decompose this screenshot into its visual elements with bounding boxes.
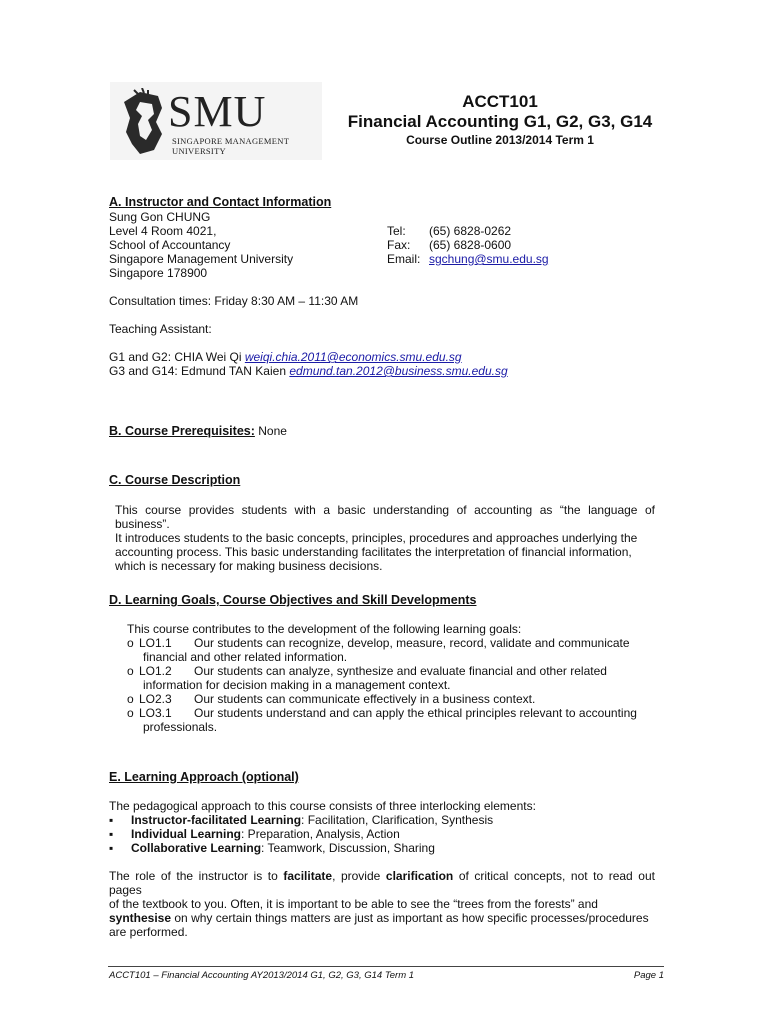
list-item: ▪ Individual Learning: Preparation, Analysis, Action [109,827,400,841]
course-title: Financial Accounting G1, G2, G3, G14 [347,112,653,131]
section-b-heading: B. Course Prerequisites: [109,424,255,438]
course-outline-term: Course Outline 2013/2014 Term 1 [406,133,594,147]
section-e-heading: E. Learning Approach (optional) [109,770,299,784]
ta2-email-link[interactable]: edmund.tan.2012@business.smu.edu.sg [289,364,508,378]
list-item: ▪ Instructor-facilitated Learning: Facilitation, Clarification, Synthesis [109,813,494,827]
consultation-times: Consultation times: Friday 8:30 AM – 11:30 AM [109,294,359,308]
pedagogy-intro: The pedagogical approach to this course consists of three interlocking elements: [109,799,536,813]
learning-goals-intro: This course contributes to the development of the following learning goals: [127,622,522,636]
list-item: o LO3.1 Our students understand and can apply the ethical principles relevant to accounting [127,706,637,720]
section-d-heading: D. Learning Goals, Course Objectives and Skill Developments [109,593,477,607]
instructor-role-paragraph: The role of the instructor is to facilitate, provide clarification of critical concepts, not to read out pages of the textbook to you. Often, it is important to be able to see the “trees from the forests” and synthesise on why certain things matters are just as important as how specific processes/procedures are performed. [109,869,655,939]
list-item: ▪ Collaborative Learning: Teamwork, Discussion, Sharing [109,841,435,855]
prerequisites-value: None [258,424,287,438]
section-b [109,424,287,438]
section-c-heading: C. Course Description [109,473,241,487]
footer-divider [108,966,664,967]
smu-logo [110,82,322,160]
instructor-email-link[interactable]: sgchung@smu.edu.sg [429,252,549,266]
lion-head-icon [118,88,166,156]
page-number: Page 1 [633,970,664,981]
footer-course-info: ACCT101 – Financial Accounting AY2013/2014 G1, G2, G3, G14 Term 1 [109,970,415,981]
logo-university-name: SINGAPORE MANAGEMENT UNIVERSITY [172,136,290,156]
ta-line-1: G1 and G2: CHIA Wei Qi weiqi.chia.2011@economics.smu.edu.sg [109,350,462,364]
instructor-contact: Tel: (65) 6828-0262 Fax: (65) 6828-0600 Email: sgchung@smu.edu.sg [387,224,549,266]
learning-goals-list: o LO1.1 Our students can recognize, develop, measure, record, validate and communicate financial and other related information. o LO1.2 Our students can analyze, synthesize and evaluate financial and other related information for decision making in a management context. o LO2.3 Our students can communicate effectively in a business context. o LO3.1 Our students understand and can apply the ethical principles relevant to accounting professionals. [127,636,637,734]
list-item: o LO1.1 Our students can recognize, develop, measure, record, validate and communicate [127,636,630,650]
pedagogy-elements-list [109,813,493,855]
section-a-heading: A. Instructor and Contact Information [109,195,332,209]
course-description: This course provides students with a basic understanding of accounting as “the language of business”. It introduces students to the basic concepts, principles, procedures and approaches underlying the accounting process. This basic understanding facilitates the interpretation of financial information, which is necessary for making business decisions. [115,503,655,573]
logo-smu-text: SMU [168,87,267,136]
ta-line-2: G3 and G14: Edmund TAN Kaien edmund.tan.2012@business.smu.edu.sg [109,364,508,378]
ta1-email-link[interactable]: weiqi.chia.2011@economics.smu.edu.sg [244,350,462,364]
course-code: ACCT101 [462,92,538,111]
instructor-address: Sung Gon CHUNG Level 4 Room 4021, School of Accountancy Singapore Management University Singapore 178900 [109,210,294,280]
teaching-assistant-label: Teaching Assistant: [109,322,212,336]
list-item: o LO2.3 Our students can communicate effectively in a business context. [127,692,536,706]
list-item: o LO1.2 Our students can analyze, synthesize and evaluate financial and other related [127,664,607,678]
